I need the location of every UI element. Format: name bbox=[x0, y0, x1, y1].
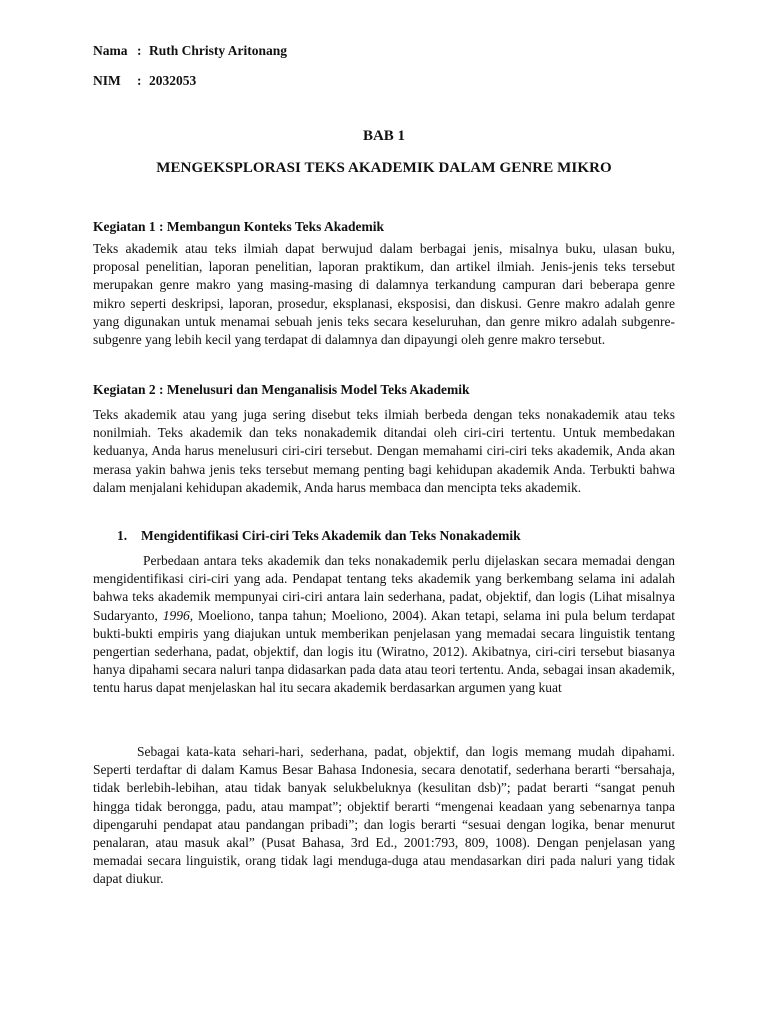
nim-value: 2032053 bbox=[149, 73, 197, 88]
section-1-paragraph-1-part-a: Perbedaan antara teks akademik dan teks nonakademik perlu dijelaskan secara memadai dengan mengidentifikasi ciri-ciri yang ada. Pendapat tentang teks akademik yang berkembang selama ini adalah bahwa teks akademik mempunyai ciri-ciri antara lain sederhana, padat, objektif, dan logis (Lihat misalnya Sudaryanto, bbox=[93, 553, 675, 623]
chapter-title: MENGEKSPLORASI TEKS AKADEMIK DALAM GENRE MIKRO bbox=[156, 160, 612, 176]
nama-label: Nama bbox=[93, 43, 128, 58]
kegiatan-1-heading: Kegiatan 1 : Membangun Konteks Teks Akademik bbox=[93, 219, 385, 234]
section-1-paragraph-1-part-b: , Moeliono, tanpa tahun; Moeliono, 2004). Akan tetapi, selama ini pula belum terdapat bukti-bukti empiris yang diajukan untuk memberikan penjelasan yang memadai secara linguistik tentang pengertian sederhana, padat, objektif, dan logis itu (Wiratno, 2012). Akibatnya, ciri-ciri tersebut biasanya hanya dipahami secara naluri tanpa didasarkan pada data atau teori tertentu. Anda, sebagai insan akademik, tentu harus dapat menjelaskan hal itu secara akademik berdasarkan argumen yang kuat bbox=[93, 607, 675, 696]
section-1-paragraph-2: Sebagai kata-kata sehari-hari, sederhana, padat, objektif, dan logis memang mudah dipahami. Seperti terdaftar di dalam Kamus Besar Bahasa Indonesia, secara denotatif, sederhana berarti “bersahaja, tidak berlebih-lebihan, atau tidak banyak selukbeluknya (kesulitan dsb)”; padat berarti “sangat penuh hingga tidak berongga, padu, atau mampat”; objektif berarti “mengenai keadaan yang sebenarnya tanpa dipengaruhi pendapat atau pandangan pribadi”; dan logis berarti “sesuai dengan logika, benar menurut penalaran, atau masuk akal” (Pusat Bahasa, 3rd Ed., 2001:793, 809, 1008). Dengan penjelasan yang memadai secara linguistik, orang tidak lagi menduga-duga atau mendasarkan diri pada naluri yang tidak dapat diukur. bbox=[93, 744, 675, 887]
section-1-paragraph-1 bbox=[93, 552, 675, 698]
section-1-heading-text: Mengidentifikasi Ciri-ciri Teks Akademik dan Teks Nonakademik bbox=[141, 528, 521, 543]
kegiatan-1-paragraph: Teks akademik atau teks ilmiah dapat berwujud dalam berbagai jenis, misalnya buku, ulasan buku, proposal penelitian, laporan penelitian, laporan praktikum, dan artikel ilmiah. Jenis-jenis teks tersebut merupakan genre makro yang masing-masing di dalamnya terkandung campuran dari beberapa genre mikro seperti deskripsi, laporan, prosedur, eksplanasi, eksposisi, dan diskusi. Genre makro adalah genre yang digunakan untuk menamai sebuah jenis teks secara keseluruhan, dan genre mikro adalah subgenre-subgenre yang lebih kecil yang terdapat di dalamnya dan dipayungi oleh genre makro tersebut. bbox=[93, 241, 675, 348]
nama-row bbox=[93, 42, 287, 60]
section-1-heading bbox=[117, 527, 521, 545]
nim-row bbox=[93, 72, 196, 90]
nama-colon: : bbox=[137, 43, 142, 58]
kegiatan-2-paragraph: Teks akademik atau yang juga sering disebut teks ilmiah berbeda dengan teks nonakademik atau teks nonilmiah. Teks akademik dan teks nonakademik ditandai oleh ciri-ciri tertentu. Untuk membedakan keduanya, Anda harus menelusuri ciri-ciri tersebut. Dengan memahami ciri-ciri teks akademik, Anda akan merasa yakin bahwa jenis teks tersebut memang penting bagi kehidupan akademik Anda. Terbukti bahwa dalam menjalani kehidupan akademik, Anda harus membaca dan mencipta teks akademik. bbox=[93, 407, 675, 495]
section-1-number: 1. bbox=[117, 528, 128, 543]
nim-colon: : bbox=[137, 73, 142, 88]
chapter-number: BAB 1 bbox=[362, 128, 406, 144]
citation-year-italic: 1996 bbox=[162, 607, 190, 623]
nama-value: Ruth Christy Aritonang bbox=[149, 43, 288, 58]
kegiatan-2-heading: Kegiatan 2 : Menelusuri dan Menganalisis Model Teks Akademik bbox=[93, 382, 470, 397]
nim-label: NIM bbox=[93, 73, 121, 88]
